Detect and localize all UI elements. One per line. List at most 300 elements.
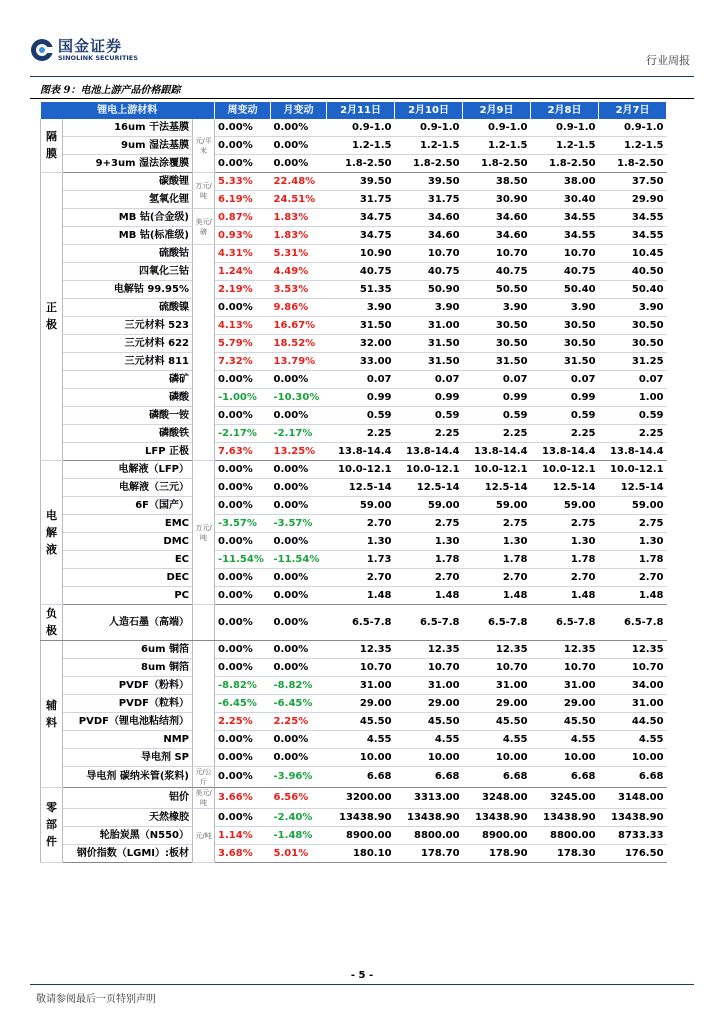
unit-label: 万元/吨 bbox=[193, 173, 215, 209]
price-value: 0.07 bbox=[463, 371, 531, 389]
price-value: 30.50 bbox=[463, 335, 531, 353]
month-change-value: 0.00% bbox=[271, 155, 327, 173]
table-body bbox=[41, 119, 667, 863]
category-cell bbox=[41, 641, 63, 788]
price-value: 2.25 bbox=[599, 425, 667, 443]
price-value: 34.00 bbox=[599, 677, 667, 695]
price-value: 1.78 bbox=[395, 551, 463, 569]
price-value: 1.2-1.5 bbox=[395, 137, 463, 155]
price-value: 1.30 bbox=[395, 533, 463, 551]
price-value: 30.50 bbox=[531, 335, 599, 353]
price-value: 39.50 bbox=[327, 173, 395, 191]
table-row bbox=[41, 479, 667, 497]
price-value: 0.07 bbox=[327, 371, 395, 389]
figure-caption-wrap bbox=[30, 84, 694, 99]
price-value: 13438.90 bbox=[327, 809, 395, 827]
week-change-value: 5.79% bbox=[215, 335, 271, 353]
week-change-value: 0.00% bbox=[215, 659, 271, 677]
price-value: 39.50 bbox=[395, 173, 463, 191]
price-value: 0.59 bbox=[463, 407, 531, 425]
logo-chinese-name: 国金证券 bbox=[58, 37, 123, 55]
price-value: 2.70 bbox=[395, 569, 463, 587]
price-value: 1.2-1.5 bbox=[327, 137, 395, 155]
price-value: 3.90 bbox=[395, 299, 463, 317]
month-change-value: 0.00% bbox=[271, 119, 327, 137]
category-cell bbox=[41, 605, 63, 641]
price-value: 30.50 bbox=[531, 317, 599, 335]
category-cell bbox=[41, 173, 63, 461]
price-value: 31.00 bbox=[327, 677, 395, 695]
price-value: 31.50 bbox=[463, 353, 531, 371]
table-row bbox=[41, 137, 667, 155]
month-change-value: -3.57% bbox=[271, 515, 327, 533]
table-row bbox=[41, 461, 667, 479]
category-cell bbox=[41, 788, 63, 863]
price-value: 2.25 bbox=[395, 425, 463, 443]
month-change-value: 5.01% bbox=[271, 845, 327, 863]
month-change-value: 0.00% bbox=[271, 407, 327, 425]
unit-label: 美元/吨 bbox=[193, 788, 215, 809]
price-value: 8800.00 bbox=[395, 827, 463, 845]
table-row bbox=[41, 407, 667, 425]
price-value: 13.8-14.4 bbox=[463, 443, 531, 461]
week-change-value: -6.45% bbox=[215, 695, 271, 713]
header-date-4: 2月8日 bbox=[531, 102, 599, 119]
material-name: 三元材料 622 bbox=[63, 335, 193, 353]
price-value: 31.00 bbox=[463, 677, 531, 695]
price-value: 6.68 bbox=[395, 767, 463, 788]
month-change-value: 22.48% bbox=[271, 173, 327, 191]
price-value: 2.75 bbox=[395, 515, 463, 533]
material-name: PVDF（粒料） bbox=[63, 695, 193, 713]
price-value: 1.2-1.5 bbox=[463, 137, 531, 155]
price-value: 0.9-1.0 bbox=[531, 119, 599, 137]
price-value: 0.9-1.0 bbox=[327, 119, 395, 137]
month-change-value: -11.54% bbox=[271, 551, 327, 569]
table-row bbox=[41, 767, 667, 788]
price-value: 30.50 bbox=[599, 317, 667, 335]
month-change-value: 0.00% bbox=[271, 461, 327, 479]
price-value: 2.70 bbox=[327, 515, 395, 533]
price-value: 45.50 bbox=[327, 713, 395, 731]
material-name: 硫酸钴 bbox=[63, 245, 193, 263]
price-value: 2.25 bbox=[531, 425, 599, 443]
week-change-value: 0.00% bbox=[215, 371, 271, 389]
week-change-value: 0.00% bbox=[215, 461, 271, 479]
unit-label bbox=[193, 641, 215, 767]
material-name: 16um 干法基膜 bbox=[63, 119, 193, 137]
price-value: 1.00 bbox=[599, 389, 667, 407]
price-value: 2.70 bbox=[599, 569, 667, 587]
price-value: 50.50 bbox=[463, 281, 531, 299]
price-value: 0.59 bbox=[531, 407, 599, 425]
material-name: DEC bbox=[63, 569, 193, 587]
price-value: 0.59 bbox=[599, 407, 667, 425]
price-value: 10.00 bbox=[463, 749, 531, 767]
price-value: 45.50 bbox=[531, 713, 599, 731]
price-value: 10.0-12.1 bbox=[599, 461, 667, 479]
unit-label bbox=[193, 605, 215, 641]
month-change-value: 4.49% bbox=[271, 263, 327, 281]
price-value: 1.30 bbox=[531, 533, 599, 551]
price-value: 29.90 bbox=[599, 191, 667, 209]
month-change-value: 13.79% bbox=[271, 353, 327, 371]
price-value: 10.45 bbox=[599, 245, 667, 263]
price-value: 10.0-12.1 bbox=[463, 461, 531, 479]
material-name: LFP 正极 bbox=[63, 443, 193, 461]
month-change-value: 0.00% bbox=[271, 497, 327, 515]
week-change-value: 7.32% bbox=[215, 353, 271, 371]
table-row bbox=[41, 605, 667, 641]
page-number: - 5 - bbox=[350, 970, 374, 981]
material-name: 电解液（LFP） bbox=[63, 461, 193, 479]
price-value: 10.00 bbox=[395, 749, 463, 767]
header-date-1: 2月11日 bbox=[327, 102, 395, 119]
price-value: 8800.00 bbox=[531, 827, 599, 845]
week-change-value: 0.00% bbox=[215, 569, 271, 587]
material-name: 铝价 bbox=[63, 788, 193, 809]
week-change-value: 0.93% bbox=[215, 227, 271, 245]
price-value: 29.00 bbox=[327, 695, 395, 713]
price-value: 31.00 bbox=[395, 317, 463, 335]
price-value: 3.90 bbox=[531, 299, 599, 317]
month-change-value: 0.00% bbox=[271, 641, 327, 659]
table-row bbox=[41, 551, 667, 569]
page-header bbox=[30, 32, 694, 88]
price-value: 59.00 bbox=[599, 497, 667, 515]
material-name: EC bbox=[63, 551, 193, 569]
month-change-value: 1.83% bbox=[271, 227, 327, 245]
table-row bbox=[41, 677, 667, 695]
table-row bbox=[41, 659, 667, 677]
price-value: 34.60 bbox=[395, 227, 463, 245]
price-value: 34.60 bbox=[395, 209, 463, 227]
unit-label: 万元/吨 bbox=[193, 461, 215, 605]
material-name: 磷酸 bbox=[63, 389, 193, 407]
price-value: 1.8-2.50 bbox=[531, 155, 599, 173]
table-row bbox=[41, 425, 667, 443]
material-name: NMP bbox=[63, 731, 193, 749]
week-change-value: 1.14% bbox=[215, 827, 271, 845]
category-label: 零部件 bbox=[46, 801, 57, 848]
material-name: 钢价指数（LGMI）:板材 bbox=[63, 845, 193, 863]
month-change-value: 0.00% bbox=[271, 731, 327, 749]
price-value: 12.5-14 bbox=[395, 479, 463, 497]
table-row bbox=[41, 749, 667, 767]
table-row bbox=[41, 335, 667, 353]
month-change-value: 0.00% bbox=[271, 533, 327, 551]
month-change-value: -1.48% bbox=[271, 827, 327, 845]
month-change-value: 13.25% bbox=[271, 443, 327, 461]
week-change-value: 5.33% bbox=[215, 173, 271, 191]
month-change-value: 6.56% bbox=[271, 788, 327, 809]
price-value: 38.00 bbox=[531, 173, 599, 191]
material-name: 8um 铜箔 bbox=[63, 659, 193, 677]
unit-label: 元/平米 bbox=[193, 119, 215, 173]
price-value: 0.07 bbox=[599, 371, 667, 389]
week-change-value: 0.00% bbox=[215, 119, 271, 137]
material-name: 轮胎炭黑（N550） bbox=[63, 827, 193, 845]
price-value: 4.55 bbox=[531, 731, 599, 749]
material-name: MB 钴(标准级) bbox=[63, 227, 193, 245]
month-change-value: 18.52% bbox=[271, 335, 327, 353]
price-value: 8900.00 bbox=[463, 827, 531, 845]
table-row bbox=[41, 317, 667, 335]
price-value: 10.00 bbox=[599, 749, 667, 767]
price-value: 12.35 bbox=[395, 641, 463, 659]
material-name: 9um 湿法基膜 bbox=[63, 137, 193, 155]
table-row bbox=[41, 173, 667, 191]
price-value: 178.90 bbox=[463, 845, 531, 863]
price-value: 31.50 bbox=[531, 353, 599, 371]
price-value: 33.00 bbox=[327, 353, 395, 371]
price-value: 34.55 bbox=[531, 209, 599, 227]
table-row bbox=[41, 227, 667, 245]
price-value: 34.55 bbox=[531, 227, 599, 245]
price-value: 0.99 bbox=[531, 389, 599, 407]
week-change-value: 0.00% bbox=[215, 731, 271, 749]
price-value: 180.10 bbox=[327, 845, 395, 863]
price-value: 59.00 bbox=[463, 497, 531, 515]
table-row bbox=[41, 695, 667, 713]
material-name: 6um 铜箔 bbox=[63, 641, 193, 659]
material-name: 三元材料 811 bbox=[63, 353, 193, 371]
price-value: 45.50 bbox=[463, 713, 531, 731]
unit-label: 美元/磅 bbox=[193, 209, 215, 245]
price-value: 45.50 bbox=[395, 713, 463, 731]
table-row bbox=[41, 209, 667, 227]
price-value: 30.50 bbox=[463, 317, 531, 335]
material-name: 磷酸铁 bbox=[63, 425, 193, 443]
price-value: 3313.00 bbox=[395, 788, 463, 809]
material-name: MB 钴(合金级) bbox=[63, 209, 193, 227]
price-value: 0.9-1.0 bbox=[395, 119, 463, 137]
price-value: 6.5-7.8 bbox=[327, 605, 395, 641]
price-value: 10.0-12.1 bbox=[531, 461, 599, 479]
price-value: 40.75 bbox=[327, 263, 395, 281]
price-value: 34.75 bbox=[327, 209, 395, 227]
material-name: 碳酸锂 bbox=[63, 173, 193, 191]
price-value: 10.70 bbox=[531, 659, 599, 677]
table-row bbox=[41, 245, 667, 263]
price-value: 2.70 bbox=[531, 569, 599, 587]
price-value: 6.5-7.8 bbox=[395, 605, 463, 641]
price-value: 34.60 bbox=[463, 227, 531, 245]
price-value: 0.07 bbox=[395, 371, 463, 389]
table-row bbox=[41, 788, 667, 809]
material-name: DMC bbox=[63, 533, 193, 551]
price-value: 178.70 bbox=[395, 845, 463, 863]
unit-label bbox=[193, 245, 215, 461]
price-value: 2.25 bbox=[463, 425, 531, 443]
price-value: 1.30 bbox=[327, 533, 395, 551]
price-value: 4.55 bbox=[463, 731, 531, 749]
table-row bbox=[41, 533, 667, 551]
table-row bbox=[41, 827, 667, 845]
price-value: 59.00 bbox=[531, 497, 599, 515]
week-change-value: 0.00% bbox=[215, 767, 271, 788]
material-name: 9+3um 湿法涂覆膜 bbox=[63, 155, 193, 173]
price-value: 34.75 bbox=[327, 227, 395, 245]
price-value: 0.9-1.0 bbox=[599, 119, 667, 137]
price-value: 10.90 bbox=[327, 245, 395, 263]
price-value: 13438.90 bbox=[463, 809, 531, 827]
month-change-value: 24.51% bbox=[271, 191, 327, 209]
week-change-value: 0.00% bbox=[215, 497, 271, 515]
price-value: 1.48 bbox=[599, 587, 667, 605]
price-value: 12.5-14 bbox=[599, 479, 667, 497]
week-change-value: 3.66% bbox=[215, 788, 271, 809]
month-change-value: 1.83% bbox=[271, 209, 327, 227]
week-change-value: 6.19% bbox=[215, 191, 271, 209]
month-change-value: -8.82% bbox=[271, 677, 327, 695]
price-value: 10.70 bbox=[395, 659, 463, 677]
price-value: 13.8-14.4 bbox=[327, 443, 395, 461]
price-value: 4.55 bbox=[327, 731, 395, 749]
price-value: 0.99 bbox=[395, 389, 463, 407]
table-row bbox=[41, 587, 667, 605]
footer-divider bbox=[30, 984, 694, 985]
price-value: 10.70 bbox=[463, 659, 531, 677]
price-value: 30.40 bbox=[531, 191, 599, 209]
price-value: 2.70 bbox=[463, 569, 531, 587]
company-logo bbox=[30, 38, 138, 62]
price-value: 1.2-1.5 bbox=[531, 137, 599, 155]
material-name: 磷矿 bbox=[63, 371, 193, 389]
material-name: EMC bbox=[63, 515, 193, 533]
month-change-value: -2.40% bbox=[271, 809, 327, 827]
week-change-value: -8.82% bbox=[215, 677, 271, 695]
week-change-value: 0.87% bbox=[215, 209, 271, 227]
month-change-value: 0.00% bbox=[271, 137, 327, 155]
price-value: 3.90 bbox=[599, 299, 667, 317]
header-material: 锂电上游材料 bbox=[41, 102, 215, 119]
table-row bbox=[41, 809, 667, 827]
price-value: 31.50 bbox=[395, 353, 463, 371]
price-value: 31.00 bbox=[599, 695, 667, 713]
price-value: 1.78 bbox=[599, 551, 667, 569]
material-name: 导电剂 SP bbox=[63, 749, 193, 767]
week-change-value: -2.17% bbox=[215, 425, 271, 443]
month-change-value: -10.30% bbox=[271, 389, 327, 407]
price-value: 0.99 bbox=[327, 389, 395, 407]
week-change-value: 2.25% bbox=[215, 713, 271, 731]
price-value: 0.59 bbox=[395, 407, 463, 425]
month-change-value: 3.53% bbox=[271, 281, 327, 299]
table-row bbox=[41, 191, 667, 209]
price-value: 59.00 bbox=[395, 497, 463, 515]
week-change-value: 1.24% bbox=[215, 263, 271, 281]
material-name: 三元材料 523 bbox=[63, 317, 193, 335]
price-value: 1.78 bbox=[463, 551, 531, 569]
price-value: 1.30 bbox=[599, 533, 667, 551]
header-divider bbox=[30, 76, 694, 77]
table-row bbox=[41, 845, 667, 863]
week-change-value: -3.57% bbox=[215, 515, 271, 533]
week-change-value: 2.19% bbox=[215, 281, 271, 299]
week-change-value: 4.31% bbox=[215, 245, 271, 263]
week-change-value: 0.00% bbox=[215, 479, 271, 497]
month-change-value: 0.00% bbox=[271, 749, 327, 767]
month-change-value: -6.45% bbox=[271, 695, 327, 713]
table-row bbox=[41, 569, 667, 587]
table-row bbox=[41, 497, 667, 515]
price-value: 50.40 bbox=[531, 281, 599, 299]
price-value: 29.00 bbox=[395, 695, 463, 713]
table-row bbox=[41, 641, 667, 659]
price-value: 8900.00 bbox=[327, 827, 395, 845]
price-value: 31.50 bbox=[395, 335, 463, 353]
price-value: 13438.90 bbox=[599, 809, 667, 827]
header-date-2: 2月10日 bbox=[395, 102, 463, 119]
price-value: 176.50 bbox=[599, 845, 667, 863]
table-row bbox=[41, 299, 667, 317]
week-change-value: 3.68% bbox=[215, 845, 271, 863]
price-value: 10.0-12.1 bbox=[395, 461, 463, 479]
price-value: 40.50 bbox=[599, 263, 667, 281]
price-value: 6.68 bbox=[463, 767, 531, 788]
week-change-value: 0.00% bbox=[215, 809, 271, 827]
price-value: 12.35 bbox=[327, 641, 395, 659]
price-value: 31.50 bbox=[327, 317, 395, 335]
material-name: 天然橡胶 bbox=[63, 809, 193, 827]
price-value: 4.55 bbox=[395, 731, 463, 749]
month-change-value: 16.67% bbox=[271, 317, 327, 335]
material-name: PVDF（粉料） bbox=[63, 677, 193, 695]
week-change-value: 7.63% bbox=[215, 443, 271, 461]
unit-label: 元/公斤 bbox=[193, 767, 215, 788]
table-row bbox=[41, 731, 667, 749]
logo-english-name: SINOLINK SECURITIES bbox=[58, 54, 138, 62]
price-value: 13438.90 bbox=[395, 809, 463, 827]
table-row bbox=[41, 371, 667, 389]
report-type: 行业周报 bbox=[646, 54, 690, 67]
month-change-value: 2.25% bbox=[271, 713, 327, 731]
material-name: 电解液（三元） bbox=[63, 479, 193, 497]
material-name: 氢氧化锂 bbox=[63, 191, 193, 209]
price-value: 44.50 bbox=[599, 713, 667, 731]
week-change-value: 0.00% bbox=[215, 155, 271, 173]
price-value: 6.5-7.8 bbox=[531, 605, 599, 641]
price-value: 1.48 bbox=[531, 587, 599, 605]
price-value: 31.00 bbox=[395, 677, 463, 695]
price-value: 40.75 bbox=[463, 263, 531, 281]
week-change-value: -1.00% bbox=[215, 389, 271, 407]
material-name: 人造石墨（高端） bbox=[63, 605, 193, 641]
price-value: 31.75 bbox=[327, 191, 395, 209]
price-value: 10.0-12.1 bbox=[327, 461, 395, 479]
unit-label: 元/吨 bbox=[193, 809, 215, 863]
price-value: 3.90 bbox=[327, 299, 395, 317]
material-name: 四氧化三钴 bbox=[63, 263, 193, 281]
price-value: 12.35 bbox=[531, 641, 599, 659]
price-value: 34.55 bbox=[599, 227, 667, 245]
month-change-value: -3.96% bbox=[271, 767, 327, 788]
week-change-value: 0.00% bbox=[215, 137, 271, 155]
table-row bbox=[41, 155, 667, 173]
price-value: 10.00 bbox=[327, 749, 395, 767]
price-value: 13.8-14.4 bbox=[531, 443, 599, 461]
price-value: 12.5-14 bbox=[327, 479, 395, 497]
price-value: 6.68 bbox=[531, 767, 599, 788]
week-change-value: 0.00% bbox=[215, 605, 271, 641]
price-value: 10.70 bbox=[395, 245, 463, 263]
sinolink-logo-icon bbox=[30, 38, 54, 62]
price-value: 1.30 bbox=[463, 533, 531, 551]
month-change-value: 0.00% bbox=[271, 587, 327, 605]
price-value: 6.68 bbox=[599, 767, 667, 788]
price-value: 1.8-2.50 bbox=[463, 155, 531, 173]
